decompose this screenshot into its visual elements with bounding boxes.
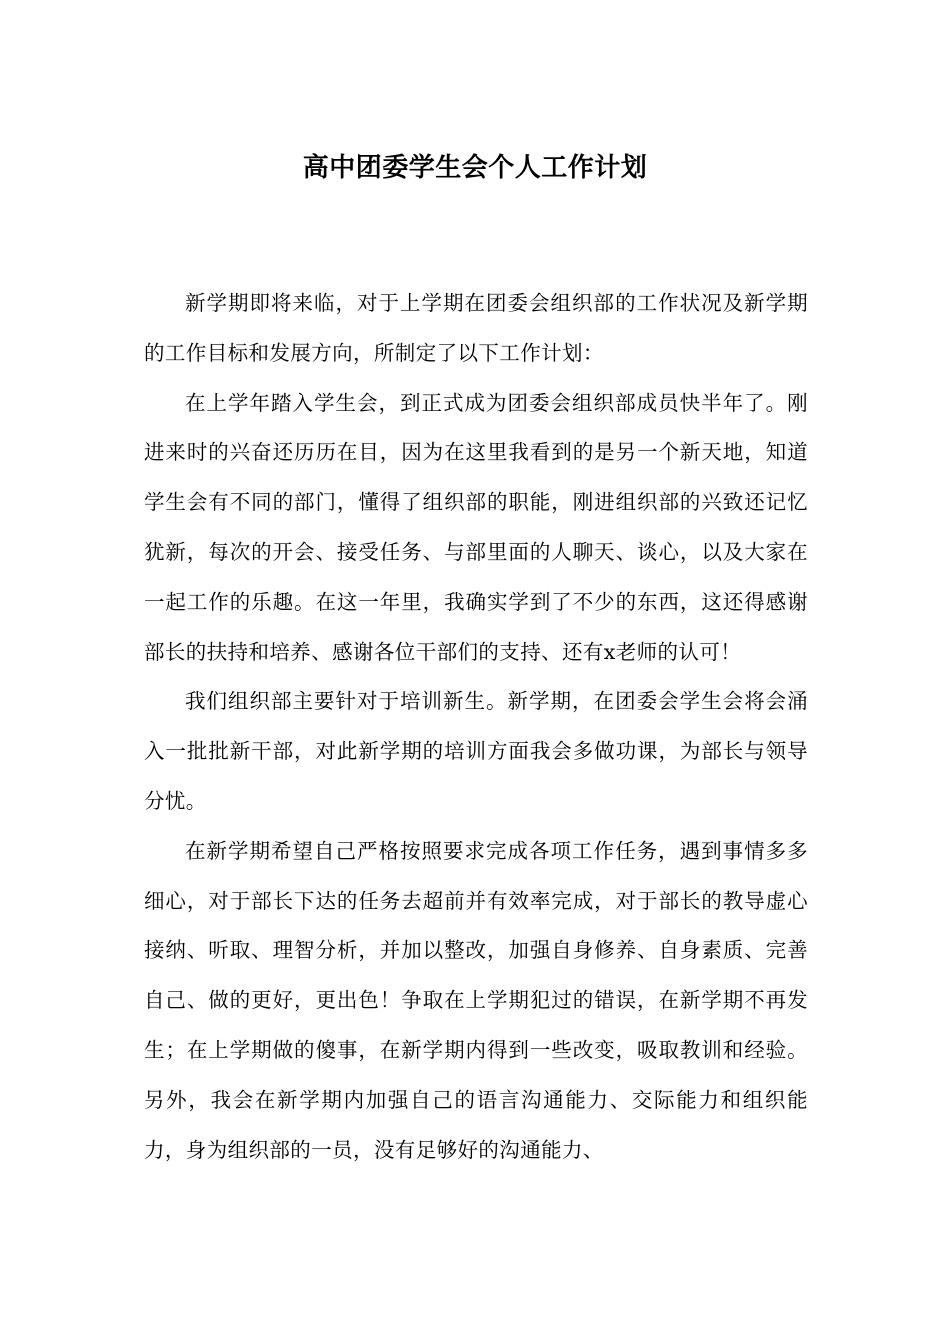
paragraph-training: 我们组织部主要针对于培训新生。新学期，在团委会学生会将会涌入一批批新干部，对此新学期的培训方面我会多做功课，为部长与领导分忧。 [144, 689, 808, 813]
paragraph-experience: 在上学年踏入学生会，到正式成为团委会组织部成员快半年了。刚进来时的兴奋还历历在目，因为在这里我看到的是另一个新天地，知道学生会有不同的部门，懂得了组织部的职能，刚进组织部的兴致还记忆犹新，每次的开会、接受任务、与部里面的人聊天、谈心，以及大家在一起工作的乐趣。在这一年里，我确实学到了不少的东西，这还得感谢部长的扶持和培养、感谢各位干部们的支持、还有x老师的认可！ [144, 390, 808, 664]
document-body [144, 279, 808, 1175]
document-title: 高中团委学生会个人工作计划 [302, 153, 648, 184]
paragraph-goals: 在新学期希望自己严格按照要求完成各项工作任务，遇到事情多多细心，对于部长下达的任务去超前并有效率完成，对于部长的教导虚心接纳、听取、理智分析，并加以整改，加强自身修养、自身素质、完善自己、做的更好，更出色！争取在上学期犯过的错误，在新学期不再发生；在上学期做的傻事，在新学期内得到一些改变，吸取教训和经验。另外，我会在新学期内加强自己的语言沟通能力、交际能力和组织能力，身为组织部的一员，没有足够好的沟通能力、 [144, 838, 808, 1162]
paragraph-intro: 新学期即将来临，对于上学期在团委会组织部的工作状况及新学期的工作目标和发展方向，所制定了以下工作计划： [144, 291, 808, 365]
